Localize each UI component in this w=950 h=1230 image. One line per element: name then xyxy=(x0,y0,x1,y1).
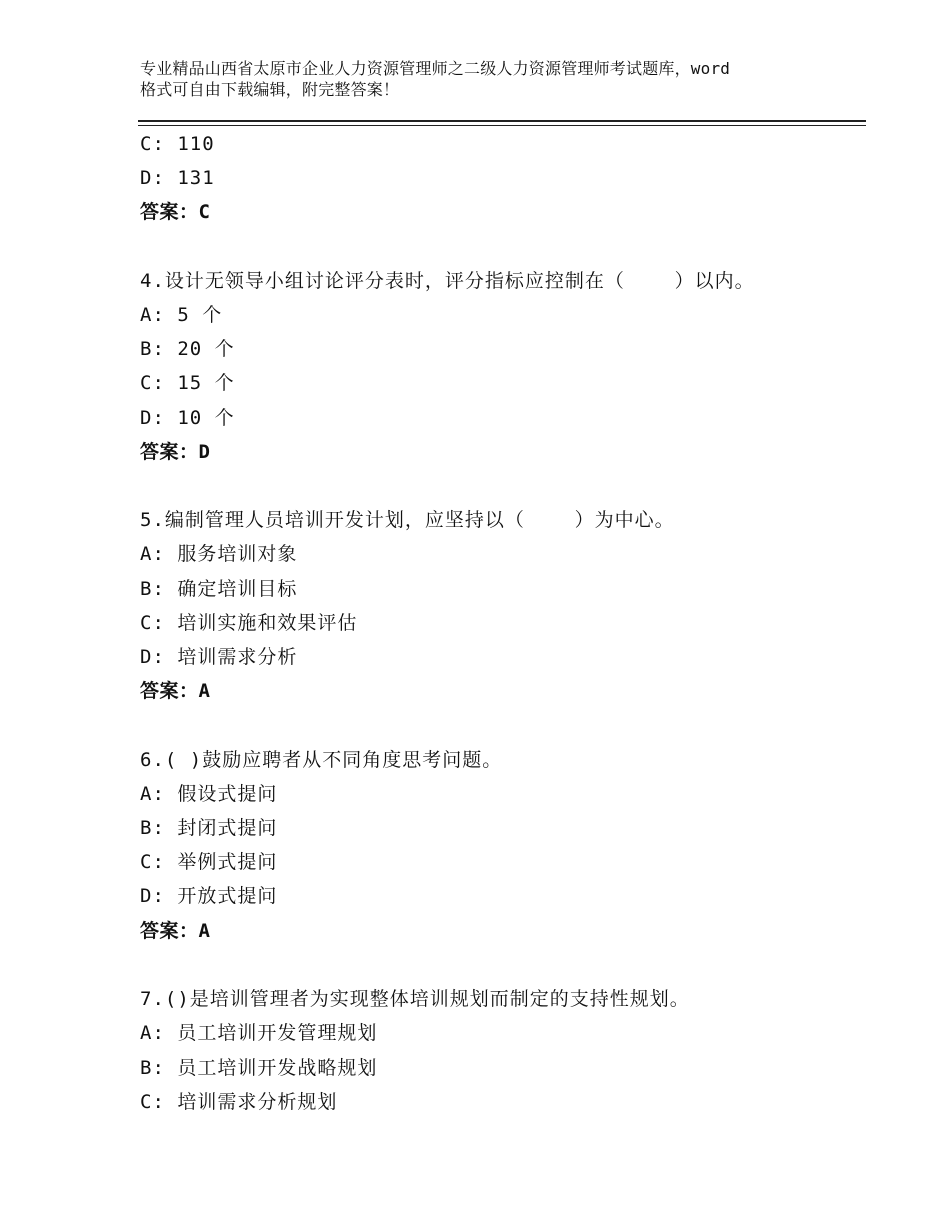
option-c: C: 举例式提问 xyxy=(140,851,278,874)
answer-label: 答案：A xyxy=(140,919,211,942)
question-stem: 4.设计无领导小组讨论评分表时，评分指标应控制在（ ）以内。 xyxy=(140,269,755,292)
document-header xyxy=(140,58,840,100)
question-5 xyxy=(140,503,860,708)
question-spacer xyxy=(140,948,860,982)
question-stem: 6.( )鼓励应聘者从不同角度思考问题。 xyxy=(140,748,503,771)
option-c: C: 培训实施和效果评估 xyxy=(140,611,358,634)
header-rule-thin xyxy=(138,125,866,126)
question-6 xyxy=(140,743,860,948)
question-stem: 7.()是培训管理者为实现整体培训规划而制定的支持性规划。 xyxy=(140,988,690,1011)
option-b: B: 确定培训目标 xyxy=(140,577,298,600)
option-d: D: 开放式提问 xyxy=(140,885,278,908)
header-title-line-2: 格式可自由下载编辑，附完整答案！ xyxy=(140,80,400,99)
option-a: A: 5 个 xyxy=(140,304,223,327)
question-spacer xyxy=(140,469,860,503)
question-spacer xyxy=(140,230,860,264)
question-stem: 5.编制管理人员培训开发计划，应坚持以（ ）为中心。 xyxy=(140,509,675,532)
question-4 xyxy=(140,264,860,469)
question-3-partial xyxy=(140,127,860,230)
question-7 xyxy=(140,982,860,1119)
option-a: A: 服务培训对象 xyxy=(140,543,298,566)
header-rule-thick xyxy=(138,120,866,122)
question-spacer xyxy=(140,708,860,742)
option-b: B: 封闭式提问 xyxy=(140,817,278,840)
header-title-line-1: 专业精品山西省太原市企业人力资源管理师之二级人力资源管理师考试题库，word xyxy=(140,59,731,78)
option-a: A: 员工培训开发管理规划 xyxy=(140,1022,378,1045)
answer-label: 答案：C xyxy=(140,201,211,224)
option-b: B: 员工培训开发战略规划 xyxy=(140,1056,378,1079)
option-d: D: 131 xyxy=(140,167,215,190)
option-c: C: 110 xyxy=(140,133,215,155)
option-b: B: 20 个 xyxy=(140,338,235,361)
option-c: C: 培训需求分析规划 xyxy=(140,1090,338,1113)
option-c: C: 15 个 xyxy=(140,372,235,395)
option-a: A: 假设式提问 xyxy=(140,782,278,805)
question-list xyxy=(140,127,860,1119)
option-d: D: 10 个 xyxy=(140,406,235,429)
option-d: D: 培训需求分析 xyxy=(140,646,298,669)
answer-label: 答案：D xyxy=(140,440,211,463)
answer-label: 答案：A xyxy=(140,680,211,703)
